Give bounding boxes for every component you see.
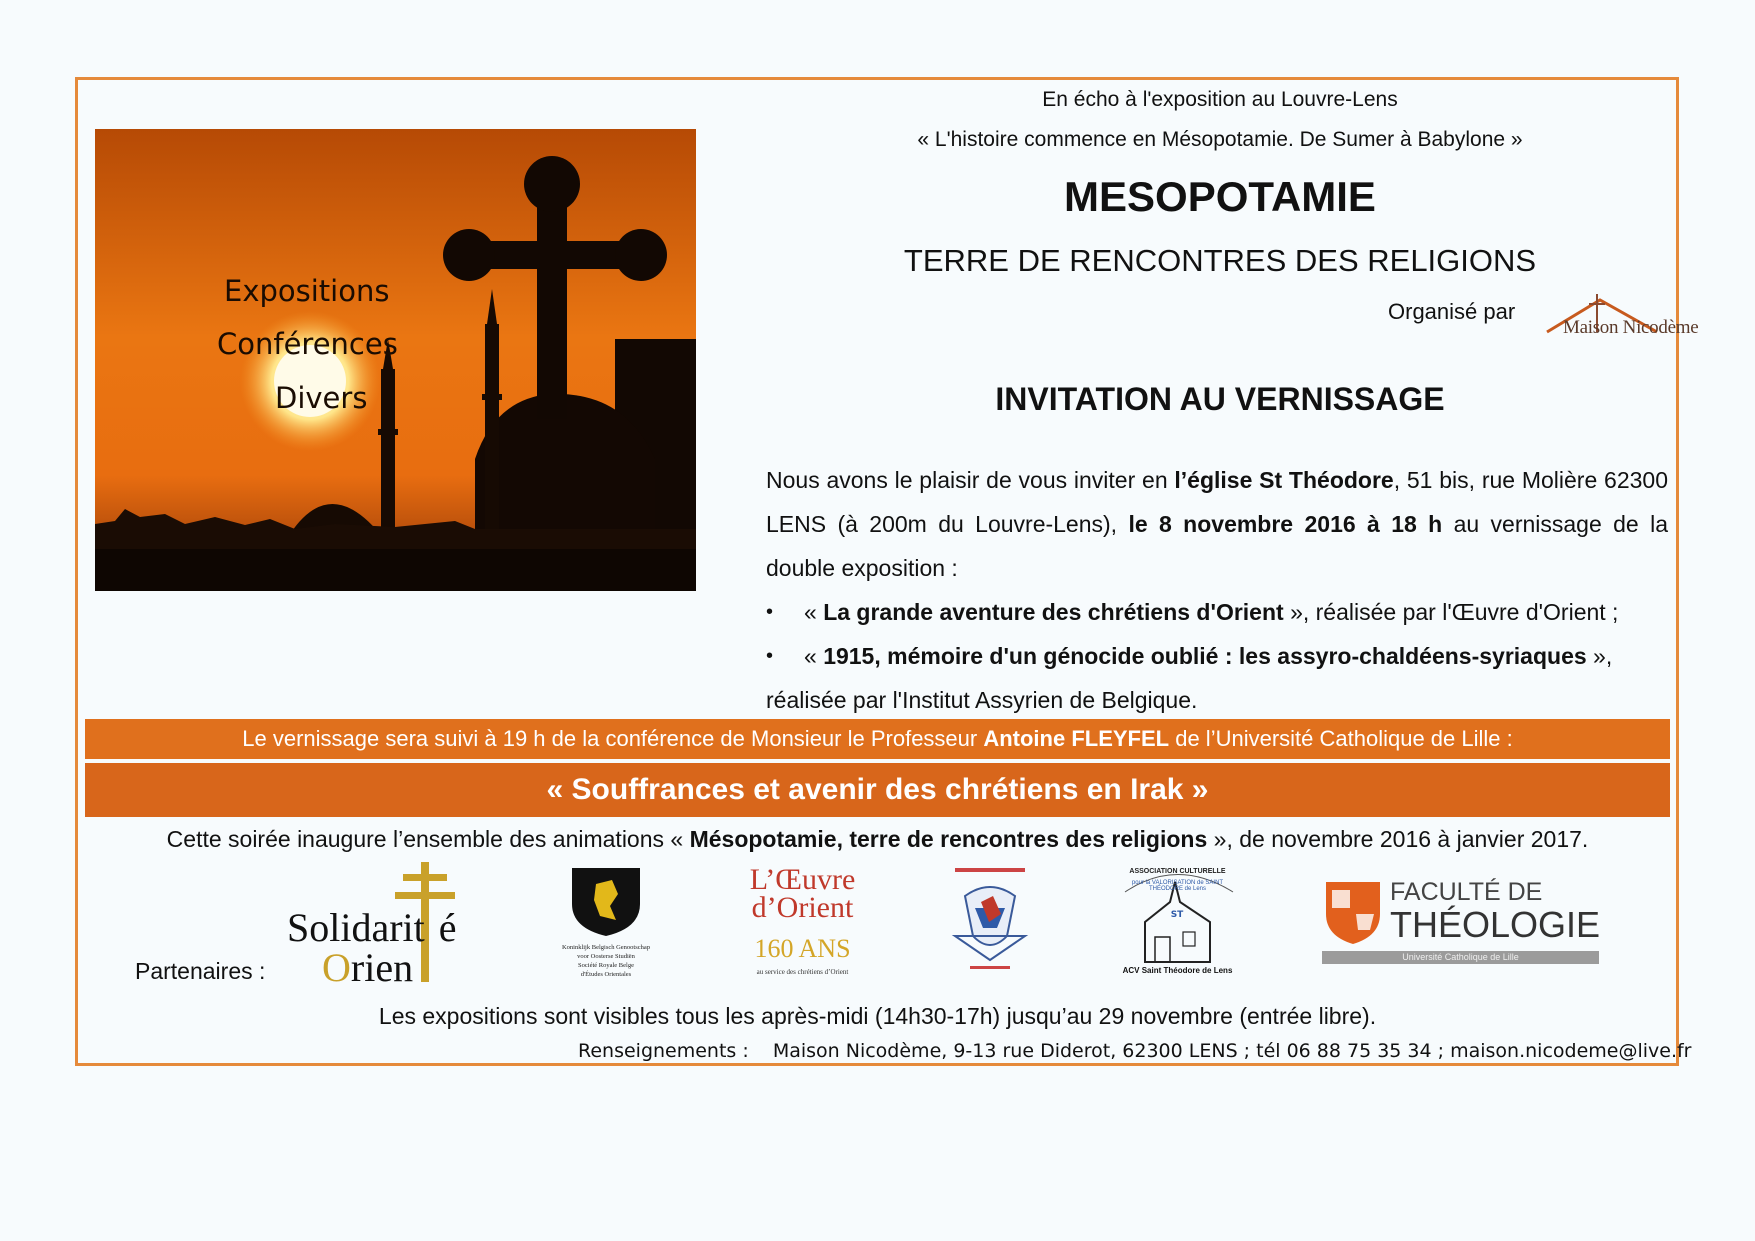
- exhibition-list: [766, 590, 1668, 678]
- orient-word: rien: [350, 945, 414, 990]
- faculte-line-2: THÉOLOGIE: [1390, 904, 1601, 945]
- belgian-society-caption: [550, 943, 662, 979]
- body-text-e: au vernissage de la double exposition :: [766, 511, 1669, 581]
- body-text-a: Nous avons le plaisir de vous inviter en: [766, 467, 1175, 493]
- acv-mid-text: pour la VALORISATION de SAINT THÉODORE de Lens: [1131, 880, 1224, 892]
- maison-nicodeme-logo-text: Maison Nicodème: [1563, 317, 1699, 338]
- soiree-note: [85, 826, 1670, 853]
- caption-line: voor Oosterse Studiën: [577, 953, 635, 960]
- belgian-society-logo: [550, 866, 662, 981]
- oeuvre-line-2: d’Orient: [751, 891, 854, 924]
- faculty-shield-icon: [1322, 878, 1384, 948]
- sunset-cross-photo: [95, 129, 696, 591]
- orient-first-letter: O: [322, 945, 351, 990]
- oeuvre-tagline: au service des chrétiens d’Orient: [756, 968, 849, 976]
- programme-name: Mésopotamie, terre de rencontres des religions: [689, 826, 1208, 852]
- echo-line-2: « L'histoire commence en Mésopotamie. De Sumer à Babylone »: [917, 128, 1523, 151]
- partners-label: Partenaires :: [135, 958, 266, 984]
- caption-line: d'Études Orientales: [580, 971, 632, 978]
- oeuvre-line-1: L’Œuvre: [749, 863, 856, 896]
- photo-word-divers: Divers: [275, 381, 368, 415]
- exhibition-title-1: La grande aventure des chrétiens d'Orient: [823, 599, 1284, 625]
- faculte-university-bar: Université Catholique de Lille: [1322, 951, 1599, 964]
- lion-shield-icon: [550, 866, 662, 938]
- quote-close: »,: [1586, 643, 1613, 669]
- page-title: MESOPOTAMIE: [1064, 173, 1376, 220]
- solidarite-last-letter: é: [438, 905, 457, 950]
- photo-word-expositions: Expositions: [224, 274, 390, 308]
- contact-details: Maison Nicodème, 9-13 rue Diderot, 62300 LENS ; tél 06 88 75 35 34 ; maison.nicodeme@live.fr: [772, 1040, 1692, 1062]
- orient-text: [322, 944, 413, 991]
- exhibition-organiser-2: réalisée par l'Institut Assyrien de Belgique.: [766, 687, 1198, 713]
- quote-open: «: [804, 599, 824, 625]
- list-item: [766, 590, 1668, 634]
- list-item: [766, 634, 1668, 678]
- organised-by-label: Organisé par: [1388, 299, 1516, 324]
- conference-text-a: Le vernissage sera suivi à 19 h de la conférence de Monsieur le Professeur: [242, 726, 984, 751]
- caption-line: Koninklijk Belgisch Genootschap: [561, 944, 651, 951]
- acv-bottom-text: ACV Saint Théodore de Lens: [1122, 966, 1233, 975]
- quote-open: «: [804, 643, 824, 669]
- assyrian-institute-logo: [945, 866, 1035, 976]
- echo-line-1: En écho à l'exposition au Louvre-Lens: [1042, 88, 1398, 111]
- body-text-c: , 51 bis, rue Molière 62300 LENS (à 200m du Louvre-Lens),: [766, 467, 1668, 537]
- photo-word-conferences: Conférences: [217, 327, 398, 361]
- opening-hours: Les expositions sont visibles tous les après-midi (14h30-17h) jusqu’au 29 novembre (entrée libre).: [378, 1003, 1377, 1029]
- solidarite-word: Solidarit: [287, 905, 425, 950]
- church-name: l’église St Théodore: [1174, 467, 1394, 493]
- soiree-text-c: », de novembre 2016 à janvier 2017.: [1207, 826, 1589, 852]
- contact-info: [578, 1040, 1692, 1062]
- faculte-line-1: FACULTÉ DE: [1390, 878, 1543, 906]
- event-date: le 8 novembre 2016 à 18 h: [1128, 511, 1443, 537]
- exhibition-title-2: 1915, mémoire d'un génocide oublié : les assyro-chaldéens-syriaques: [823, 643, 1587, 669]
- oeuvre-orient-logo: [740, 863, 865, 981]
- page-subtitle: TERRE DE RENCONTRES DES RELIGIONS: [903, 243, 1537, 278]
- acv-saint-theodore-logo: [1115, 862, 1240, 982]
- solidarite-orient-logo: [285, 862, 470, 990]
- speaker-name: Antoine FLEYFEL: [983, 726, 1170, 751]
- saint-theodore-mark: ST: [1170, 910, 1184, 920]
- conference-title: « Souffrances et avenir des chrétiens en Irak »: [85, 763, 1670, 817]
- acv-top-text: ASSOCIATION CULTURELLE: [1129, 868, 1226, 875]
- contact-label: Renseignements :: [578, 1040, 749, 1062]
- oeuvre-anniversary: 160 ANS: [754, 934, 851, 963]
- invitation-heading: INVITATION AU VERNISSAGE: [995, 381, 1445, 417]
- caption-line: Société Royale Belge: [578, 962, 634, 969]
- exhibition-organiser-1: », réalisée par l'Œuvre d'Orient ;: [1283, 599, 1619, 625]
- conference-announcement: [85, 719, 1670, 759]
- maison-nicodeme-logo: [1545, 292, 1699, 362]
- soiree-text-a: Cette soirée inaugure l’ensemble des animations «: [166, 826, 690, 852]
- invitation-body: [766, 458, 1668, 722]
- faculte-theologie-logo: [1322, 878, 1602, 966]
- invitation-paragraph: [766, 458, 1668, 590]
- conference-text-c: de l’Université Catholique de Lille :: [1169, 726, 1513, 751]
- assyrian-emblem-icon: [945, 866, 1035, 976]
